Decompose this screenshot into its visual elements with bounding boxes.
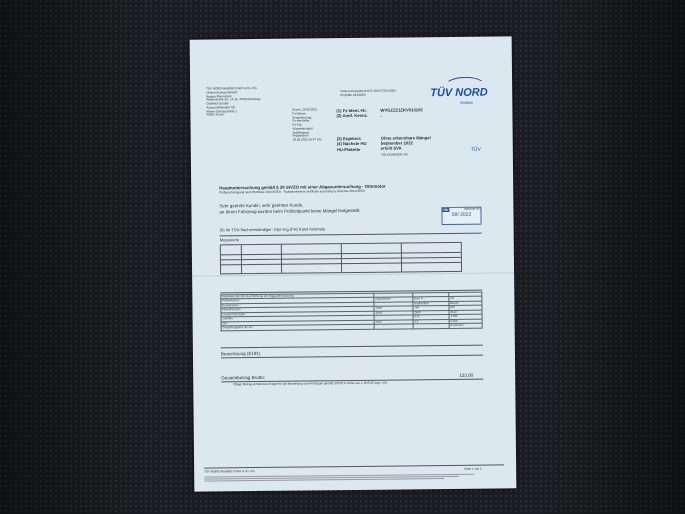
report-label: Untersuchungsbericht: [340, 88, 370, 94]
measurements-label: Messwerte: [219, 237, 240, 243]
divider-1: [220, 233, 482, 236]
vehicle-misc-line: Erstzulassung: [292, 114, 312, 120]
table-cell: Benzin: [449, 301, 482, 306]
logo-main-text: TÜV NORD: [430, 86, 488, 100]
vehicle-misc-line: Fz-Typ: [292, 122, 302, 127]
inspector-line: (9) Ihr TÜV-Sachverständiger: Dipl.-Ing.(FH) Karol Kosmala: [219, 226, 325, 233]
greeting-text: Sehr geehrte Kundin, sehr geehrter Kunde,: [219, 202, 304, 209]
manufacturer: VOLKSWAGEN VW: [380, 152, 408, 157]
field4-label: (4) Nächste HU: [336, 141, 367, 147]
hu-badge: HU: [443, 207, 449, 213]
table-cell: 2510: [449, 310, 482, 315]
vehicle-fields: [336, 107, 436, 119]
table-cell: Prüfverfahren: [221, 298, 374, 304]
table-cell: 1.000: [449, 315, 482, 320]
table-cell: Motordrehzahl: [221, 307, 374, 313]
table-cell: 0.000: [449, 319, 482, 324]
vehicle-misc-line: 28.09.2021 09:47 Uhr: [292, 137, 322, 142]
vehicle-misc-line: Fz-Klasse: [292, 111, 306, 116]
message-text: an Ihrem Fahrzeug wurden beim Prüfzeitpunkt keine Mängel festgestellt.: [219, 207, 361, 215]
field2-label: (2) Amtl. Kennz.: [336, 113, 368, 119]
field5-label: HU-Plakette: [336, 146, 361, 152]
table-cell: Lambda: [221, 316, 374, 322]
table-cell: -: [374, 302, 413, 307]
seat-shadow-left: [0, 0, 150, 514]
table-cell: CO: [221, 320, 374, 326]
result-fields: [337, 135, 437, 152]
report-subtitle: Prüfbescheinigung nach Richtlinie 2014/45/EU - Roadworthiness certificate according to Directive 2014/45/EU: [219, 188, 366, 195]
sticker-date: 09/ 2022: [451, 212, 472, 219]
report-title: Hauptuntersuchung gemäß § 29 StVZO mit einer Abgasuntersuchung - Ottomotor: [219, 183, 386, 191]
table-cell: Abgasklasse: [374, 297, 413, 302]
total-value: 123,00: [459, 372, 474, 378]
field5-value: erteilt SVA: [380, 145, 402, 152]
footer-page: Seite 1 von 1: [464, 466, 482, 471]
au-table: [220, 292, 482, 332]
issuer-line: TÜV NORD Mobilität GmbH & Co. KG: [206, 85, 257, 91]
table-cell: Leerlauf-Drehzahl: [221, 311, 374, 317]
field3-label: (3) Ergebnis: [336, 135, 361, 142]
table-cell: 1/min: [374, 306, 413, 311]
sticker-label: Nächste HU: [464, 206, 481, 211]
table-cell: bestanden: [449, 324, 482, 329]
divider-3: [221, 345, 483, 348]
field1-label: (1) Fz-Ident.-Nr.: [336, 107, 367, 114]
table-cell: 2500: [413, 310, 449, 315]
seat-shadow-right: [535, 0, 685, 514]
tuv-logo: [430, 77, 488, 106]
vehicle-misc-line: Essen, 28.09.2021: [292, 107, 318, 112]
vehicle-misc-line: Kilometerstand: [292, 126, 313, 131]
report-number: D-10434733 04001: [370, 88, 396, 93]
table-cell: Euro 6: [413, 297, 449, 302]
vehicle-misc-line: Aufhängung: [292, 129, 309, 135]
report-number-block: [340, 89, 430, 97]
table-cell: Kennzeichen: [221, 302, 374, 308]
issuer-sub: Untersuchungsstandort: [206, 89, 238, 95]
field2-value: -: [380, 113, 382, 119]
footer-company: TÜV NORD Mobilität GmbH & Co. KG: [204, 469, 255, 474]
vehicle-misc-labels: [292, 108, 338, 142]
measurement-grid: [220, 242, 462, 275]
issuer-address: Weberstraße Str. 14-18, 47059 Duisburg: [206, 97, 261, 102]
table-cell: AU: [449, 297, 482, 302]
report-sub: Prüfziffer 0F4A0E0: [340, 92, 366, 97]
recipient-street: Kleine Gansaustraße 1: [206, 108, 238, 114]
table-cell: [413, 324, 449, 329]
recipient-city: 45001 Essen: [206, 112, 224, 117]
table-cell: Gesamtergebnis der AU: [221, 325, 374, 331]
footer-divider: [204, 464, 504, 468]
au-table-body: [220, 292, 482, 332]
table-cell: Nachweis über die Durchführung der Abgasuntersuchung: [221, 293, 374, 299]
tuv-mark: TÜV: [470, 146, 481, 153]
total-note: Obiger Betrag enthält das Entgelt für die Beurteilung von Prüfungen gemäß StVZO in Höhe von 1,18 EUR zzgl. USt.: [233, 380, 388, 387]
table-cell: 0.97: [413, 315, 449, 320]
table-cell: 750: [413, 306, 449, 311]
field1-value: WVGZZZ1ZKV013102: [380, 107, 423, 113]
vehicle-misc-line: Prüfzeichen: [292, 133, 309, 138]
logo-sub-text: Mobilität: [460, 100, 473, 105]
inspection-report-paper: [190, 36, 517, 491]
recipient-company: Automobilhandels GE: [206, 104, 236, 110]
hu-sticker: [441, 207, 481, 225]
issuer-block: [206, 86, 306, 117]
vehicle-misc-line: Fz-Hersteller: [292, 118, 310, 123]
table-cell: 0.3: [413, 319, 449, 324]
table-cell: -: [374, 315, 413, 320]
table-cell: [374, 324, 413, 329]
table-cell: Kraftstoffart: [413, 301, 449, 306]
field4-value: September 2022: [380, 140, 413, 146]
calc-label: Berechnung (EUR):: [220, 350, 262, 357]
table-cell: %vol: [374, 320, 413, 325]
issuer-region: Region Rhein-Ruhr: [206, 93, 232, 99]
field3-value: Ohne erkennbare Mängel: [380, 135, 431, 141]
total-label: Gesamtbetrag Brutto:: [221, 374, 266, 381]
table-cell: 1/min: [374, 311, 413, 316]
recipient-name: Gottfried Schulte: [206, 101, 229, 106]
table-cell: 810: [449, 306, 482, 311]
